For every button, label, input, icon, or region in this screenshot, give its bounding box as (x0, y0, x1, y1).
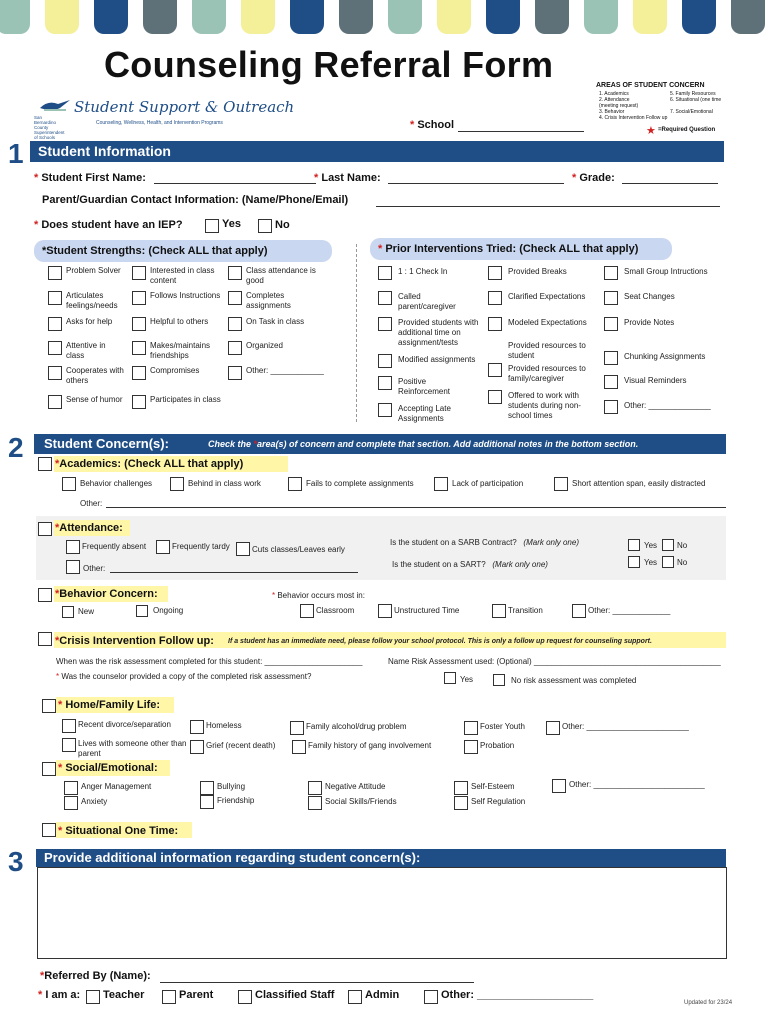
home-item-label: Lives with someone other than parent (78, 739, 187, 758)
first-name-input[interactable] (154, 183, 316, 184)
grade-label: * Grade: (572, 172, 615, 184)
area-item: 3. Behavior (599, 109, 625, 115)
school-label: * School (410, 119, 455, 131)
decorative-tab (94, 0, 128, 34)
first-name-label: * Student First Name: (34, 172, 146, 184)
behavior-ongoing-checkbox[interactable] (136, 605, 148, 617)
referred-by-input[interactable] (160, 982, 474, 983)
role-label: Other: ___________________ (441, 989, 594, 1001)
sart-no-label: No (677, 558, 688, 567)
crisis-copy: * Was the counselor provided a copy of the completed risk assessment? (56, 672, 312, 681)
social-title: * Social/Emotional: (58, 762, 158, 774)
behavior-place-checkbox[interactable] (378, 604, 392, 618)
role-checkbox[interactable] (348, 990, 362, 1004)
behavior-place-label: Unstructured Time (394, 606, 460, 615)
situational-checkbox[interactable] (42, 823, 56, 837)
behavior-place-checkbox[interactable] (492, 604, 506, 618)
decorative-tab (339, 0, 373, 34)
home-item-label: Other: _______________________ (562, 722, 689, 731)
role-label: Teacher (103, 989, 145, 1001)
intervention-label: Provided Breaks (508, 267, 567, 276)
academics-other-input[interactable] (106, 507, 726, 508)
intervention-label: Other: ______________ (624, 401, 711, 410)
decorative-tab (633, 0, 667, 34)
attendance-other-label: Other: (83, 564, 106, 573)
home-title: * Home/Family Life: (58, 699, 161, 711)
intervention-checkbox[interactable] (488, 363, 502, 377)
role-label: Parent (179, 989, 214, 1001)
role-checkbox[interactable] (162, 990, 176, 1004)
social-item-label: Self-Esteem (471, 782, 515, 791)
home-item-label: Grief (recent death) (206, 741, 276, 750)
decorative-tab (584, 0, 618, 34)
strength-checkbox[interactable] (228, 317, 242, 331)
sart-yes-checkbox[interactable] (628, 556, 640, 568)
strength-checkbox[interactable] (132, 366, 146, 380)
intervention-label: Chunking Assignments (624, 352, 706, 361)
strength-label: Makes/maintains friendships (150, 341, 211, 360)
home-item-checkbox[interactable] (62, 719, 76, 733)
additional-info-textarea[interactable] (37, 867, 727, 959)
section-2-subtitle: Check the *area(s) of concern and complete that section. Add additional notes in the bottom section. (208, 439, 639, 449)
iep-yes-label: Yes (222, 218, 241, 230)
intervention-label: Offered to work with students during non-school times (508, 391, 581, 420)
strength-checkbox[interactable] (132, 266, 146, 280)
logo (34, 98, 295, 140)
academics-item-checkbox[interactable] (554, 477, 568, 491)
home-item-label: Recent divorce/separation (78, 720, 171, 729)
intervention-label: Modeled Expectations (508, 318, 587, 327)
social-item-label: Anxiety (81, 797, 108, 806)
strength-label: Interested in class content (150, 266, 215, 285)
crisis-checkbox[interactable] (38, 632, 52, 646)
referred-by-label: *Referred By (Name): (40, 970, 151, 982)
role-checkbox[interactable] (86, 990, 100, 1004)
intervention-label: Visual Reminders (624, 376, 687, 385)
intervention-label: Provided resources to family/caregiver (508, 364, 586, 383)
decorative-tab (290, 0, 324, 34)
strength-label: Helpful to others (150, 317, 209, 326)
intervention-checkbox[interactable] (488, 390, 502, 404)
intervention-checkbox[interactable] (604, 351, 618, 365)
home-item-label: Foster Youth (480, 722, 525, 731)
academics-item-label: Behind in class work (188, 479, 261, 488)
attendance-item-checkbox[interactable] (236, 542, 250, 556)
strength-label: Class attendance is good (246, 266, 316, 285)
decorative-tab (241, 0, 275, 34)
strength-label: Follows Instructions (150, 291, 221, 300)
strength-checkbox[interactable] (132, 395, 146, 409)
area-item: 6. Situational (one time (670, 97, 722, 103)
role-checkbox[interactable] (424, 990, 438, 1004)
strength-label: Cooperates with others (66, 366, 124, 385)
intervention-checkbox[interactable] (604, 317, 618, 331)
strengths-divider (356, 244, 357, 422)
intervention-checkbox[interactable] (378, 266, 392, 280)
home-checkbox[interactable] (42, 699, 56, 713)
social-item-checkbox[interactable] (64, 781, 78, 795)
crisis-title: *Crisis Intervention Follow up: (55, 635, 214, 647)
area-item: 1. Academics (599, 91, 629, 97)
academics-item-checkbox[interactable] (434, 477, 448, 491)
behavior-new-checkbox[interactable] (62, 606, 74, 618)
section-1-title: Student Information (38, 143, 171, 159)
strength-checkbox[interactable] (228, 266, 242, 280)
crisis-yes-label: Yes (460, 675, 474, 684)
crisis-yes-checkbox[interactable] (444, 672, 456, 684)
behavior-place-label: Classroom (316, 606, 355, 615)
section-3-header (36, 849, 726, 867)
logo-bird-icon (38, 98, 72, 114)
strength-checkbox[interactable] (48, 395, 62, 409)
social-checkbox[interactable] (42, 762, 56, 776)
decorative-tab (486, 0, 520, 34)
intervention-checkbox[interactable] (604, 266, 618, 280)
area-item: 5. Family Resources (670, 91, 716, 97)
crisis-name-used: Name Risk Assessment used: (Optional) __________________________________________ (388, 657, 721, 666)
strength-label: Asks for help (66, 317, 113, 326)
iep-no-checkbox[interactable] (258, 219, 272, 233)
sarb-question: Is the student on a SARB Contract? (Mark only one) (390, 538, 579, 547)
behavior-place-label: Other: _____________ (588, 606, 671, 615)
section-3-title: Provide additional information regarding student concern(s): (44, 850, 421, 865)
areas-list-2 (670, 91, 721, 121)
interventions-title: * Prior Interventions Tried: (Check ALL that apply) (378, 243, 639, 255)
social-item-label: Bullying (217, 782, 246, 791)
behavior-place-checkbox[interactable] (572, 604, 586, 618)
behavior-place-checkbox[interactable] (300, 604, 314, 618)
strength-checkbox[interactable] (48, 366, 62, 380)
intervention-checkbox[interactable] (604, 375, 618, 389)
attendance-other-input[interactable] (110, 572, 358, 573)
sart-yes-label: Yes (644, 558, 658, 567)
social-item-checkbox[interactable] (454, 796, 468, 810)
home-item-label: Homeless (206, 721, 242, 730)
home-item-label: Family alcohol/drug problem (306, 722, 407, 731)
crisis-no-checkbox[interactable] (493, 674, 505, 686)
intervention-label: Provided resources to student (508, 341, 586, 360)
home-item-checkbox[interactable] (292, 740, 306, 754)
decorative-tab (437, 0, 471, 34)
intervention-label: Clarified Expectations (508, 292, 586, 301)
strength-checkbox[interactable] (132, 291, 146, 305)
strengths-title: *Student Strengths: (Check ALL that apply) (42, 245, 268, 257)
section-2-number: 2 (8, 432, 24, 463)
strength-checkbox[interactable] (48, 266, 62, 280)
iep-label: * Does student have an IEP? (34, 219, 183, 231)
strength-checkbox[interactable] (48, 341, 62, 355)
school-input[interactable] (458, 131, 584, 132)
academics-item-label: Fails to complete assignments (306, 479, 414, 488)
intervention-checkbox[interactable] (488, 291, 502, 305)
social-item-checkbox[interactable] (552, 779, 566, 793)
role-label: Admin (365, 989, 400, 1001)
sarb-yes-checkbox[interactable] (628, 539, 640, 551)
role-label: Classified Staff (255, 989, 335, 1001)
attendance-title: *Attendance: (55, 522, 123, 534)
strength-checkbox[interactable] (48, 291, 62, 305)
section-1-number: 1 (8, 138, 24, 169)
intervention-checkbox[interactable] (378, 376, 392, 390)
attendance-item-label: Cuts classes/Leaves early (252, 545, 345, 554)
crisis-note: If a student has an immediate need, please follow your school protocol. This is only a follow up request for counseling support. (228, 638, 652, 645)
areas-list-1 (599, 91, 667, 121)
intervention-label: Small Group Intructions (624, 267, 708, 276)
social-item-checkbox[interactable] (308, 796, 322, 810)
section-3-number: 3 (8, 846, 24, 877)
home-item-label: Family history of gang involvement (308, 741, 432, 750)
area-item: 2. Attendance (599, 97, 630, 103)
contact-input[interactable] (376, 206, 720, 207)
intervention-checkbox[interactable] (488, 317, 502, 331)
decorative-tab (731, 0, 765, 34)
social-item-label: Friendship (217, 796, 255, 805)
intervention-label: Provide Notes (624, 318, 675, 327)
decorative-tab (143, 0, 177, 34)
strength-checkbox[interactable] (228, 366, 242, 380)
intervention-checkbox[interactable] (488, 266, 502, 280)
social-item-label: Negative Attitude (325, 782, 386, 791)
attendance-item-label: Frequently tardy (172, 542, 230, 551)
strength-checkbox[interactable] (132, 341, 146, 355)
social-item-checkbox[interactable] (200, 795, 214, 809)
decorative-tab (682, 0, 716, 34)
intervention-label: Positive Reinforcement (398, 377, 451, 396)
sarb-no-checkbox[interactable] (662, 539, 674, 551)
strength-label: Problem Solver (66, 266, 121, 275)
behavior-ongoing-label: Ongoing (153, 606, 184, 615)
attendance-checkbox[interactable] (38, 522, 52, 536)
strength-label: Sense of humor (66, 395, 123, 404)
attendance-item-label: Frequently absent (82, 542, 147, 551)
behavior-place-label: Transition (508, 606, 543, 615)
logo-subtitle: Counseling, Wellness, Health, and Intervention Programs (96, 120, 223, 126)
strength-checkbox[interactable] (132, 317, 146, 331)
intervention-label: 1 : 1 Check In (398, 267, 448, 276)
behavior-checkbox[interactable] (38, 588, 52, 602)
strength-label: On Task in class (246, 317, 305, 326)
social-item-label: Social Skills/Friends (325, 797, 397, 806)
home-item-checkbox[interactable] (62, 738, 76, 752)
social-item-checkbox[interactable] (200, 781, 214, 795)
crisis-when: When was the risk assessment completed for this student: ______________________ (56, 657, 363, 666)
logo-text: Student Support & Outreach (74, 98, 295, 116)
required-note: =Required Question (658, 127, 716, 133)
home-item-checkbox[interactable] (190, 720, 204, 734)
home-item-checkbox[interactable] (546, 721, 560, 735)
social-item-checkbox[interactable] (454, 781, 468, 795)
sarb-yes-label: Yes (644, 541, 658, 550)
strength-label: Completes assignments (246, 291, 291, 310)
attendance-item-checkbox[interactable] (156, 540, 170, 554)
section-1-header (30, 141, 724, 162)
home-item-label: Probation (480, 741, 515, 750)
i-am-label: * I am a: (38, 989, 81, 1001)
attendance-other-checkbox[interactable] (66, 560, 80, 574)
academics-item-label: Lack of participation (452, 479, 524, 488)
home-item-checkbox[interactable] (290, 721, 304, 735)
area-item (670, 115, 721, 121)
updated-note: Updated for 23/24 (684, 1000, 733, 1006)
decorative-tab (0, 0, 30, 34)
decorative-tab (388, 0, 422, 34)
social-item-checkbox[interactable] (308, 781, 322, 795)
academics-item-checkbox[interactable] (288, 477, 302, 491)
area-item: 4. Crisis Intervention Follow up (599, 115, 668, 121)
strength-label: Attentive in class (66, 341, 106, 360)
strength-checkbox[interactable] (228, 341, 242, 355)
strength-checkbox[interactable] (228, 291, 242, 305)
sarb-no-label: No (677, 541, 688, 550)
academics-item-checkbox[interactable] (170, 477, 184, 491)
role-checkbox[interactable] (238, 990, 252, 1004)
home-item-checkbox[interactable] (464, 740, 478, 754)
intervention-label: Provided students with additional time on assignment/tests (398, 318, 479, 347)
area-item: (meeting request) (599, 103, 639, 109)
behavior-occurs-label: * Behavior occurs most in: (272, 591, 365, 600)
academics-checkbox[interactable] (38, 457, 52, 471)
academics-item-label: Behavior challenges (80, 479, 153, 488)
contact-label: Parent/Guardian Contact Information: (Name/Phone/Email) (42, 194, 349, 206)
intervention-checkbox[interactable] (604, 291, 618, 305)
social-item-checkbox[interactable] (64, 796, 78, 810)
intervention-label: Seat Changes (624, 292, 675, 301)
intervention-checkbox[interactable] (378, 354, 392, 368)
strength-checkbox[interactable] (48, 317, 62, 331)
sart-question: Is the student on a SART? (Mark only one) (392, 560, 548, 569)
decorative-tab (535, 0, 569, 34)
areas-title: AREAS OF STUDENT CONCERN (596, 82, 705, 89)
area-item: 7. Social/Emotional (670, 109, 713, 115)
home-item-checkbox[interactable] (190, 740, 204, 754)
intervention-checkbox[interactable] (604, 400, 618, 414)
intervention-checkbox[interactable] (378, 291, 392, 305)
academics-other-label: Other: (80, 499, 103, 508)
academics-title: *Academics: (Check ALL that apply) (55, 458, 244, 470)
grade-input[interactable] (622, 183, 718, 184)
last-name-input[interactable] (388, 183, 564, 184)
decorative-tab (192, 0, 226, 34)
crisis-no-label: No risk assessment was completed (511, 676, 637, 685)
last-name-label: * Last Name: (314, 172, 381, 184)
iep-no-label: No (275, 219, 290, 231)
attendance-item-checkbox[interactable] (66, 540, 80, 554)
intervention-checkbox[interactable] (378, 403, 392, 417)
strength-label: Other: ____________ (246, 366, 324, 375)
decorative-tab (45, 0, 79, 34)
intervention-label: Accepting Late Assignments (398, 404, 451, 423)
behavior-new-label: New (78, 607, 95, 616)
intervention-label: Called parent/caregiver (398, 292, 456, 311)
social-item-label: Self Regulation (471, 797, 526, 806)
strength-label: Participates in class (150, 395, 221, 404)
intervention-checkbox[interactable] (378, 317, 392, 331)
situational-title: * Situational One Time: (58, 825, 179, 837)
section-2-header (34, 434, 726, 454)
required-star-icon: ★ (646, 125, 656, 137)
intervention-label: Modified assignments (398, 355, 476, 364)
social-item-label: Other: _________________________ (569, 780, 705, 789)
logo-org: San Bernardino County Superintendent of Schools (34, 115, 65, 140)
page-title: Counseling Referral Form (104, 44, 554, 85)
section-2-title: Student Concern(s): (44, 436, 169, 451)
home-item-checkbox[interactable] (464, 721, 478, 735)
social-item-label: Anger Management (81, 782, 152, 791)
iep-yes-checkbox[interactable] (205, 219, 219, 233)
strength-label: Organized (246, 341, 283, 350)
strength-label: Compromises (150, 366, 200, 375)
academics-item-checkbox[interactable] (62, 477, 76, 491)
academics-item-label: Short attention span, easily distracted (572, 479, 706, 488)
behavior-title: *Behavior Concern: (55, 588, 158, 600)
strength-label: Articulates feelings/needs (66, 291, 118, 310)
sart-no-checkbox[interactable] (662, 556, 674, 568)
